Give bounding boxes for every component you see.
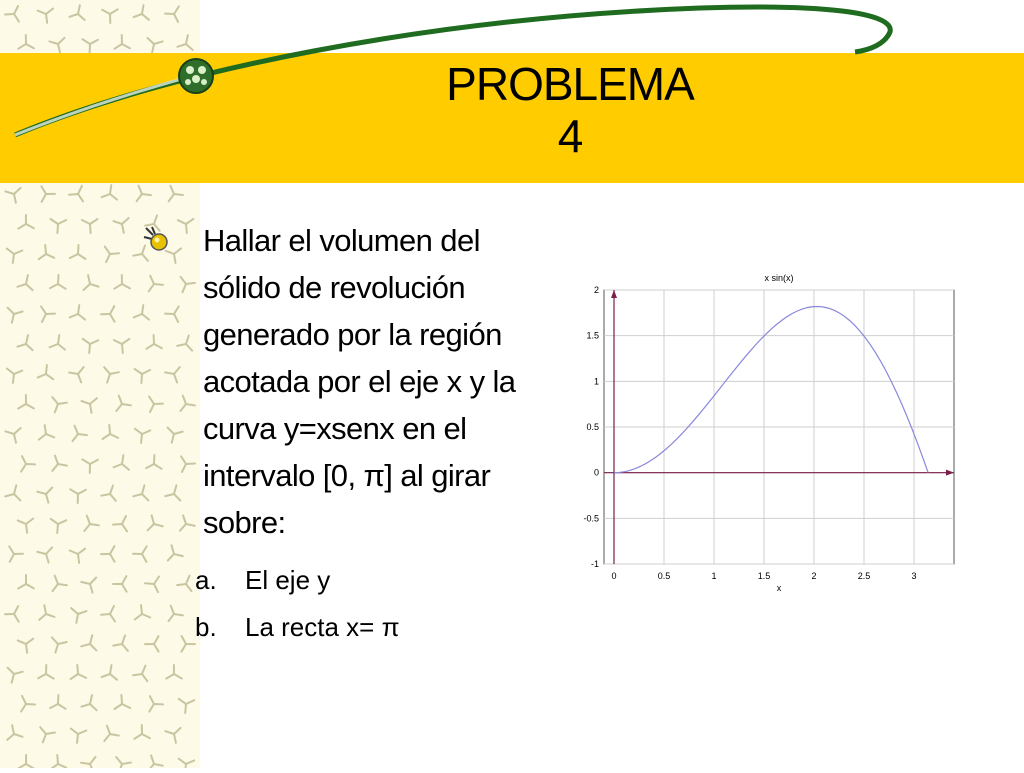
y-tick-label: 0 [594, 468, 599, 478]
options-list [195, 557, 535, 651]
x-tick-label: 0 [611, 571, 616, 581]
y-tick-label: 1 [594, 376, 599, 386]
list-marker: a. [195, 557, 245, 604]
xsinx-chart [570, 268, 970, 598]
x-tick-label: 1.5 [758, 571, 771, 581]
x-axis-label: x [777, 583, 782, 593]
y-tick-label: 1.5 [586, 331, 599, 341]
x-tick-label: 2 [811, 571, 816, 581]
x-tick-label: 0.5 [658, 571, 671, 581]
y-tick-label: 2 [594, 285, 599, 295]
y-axis-arrow [611, 290, 617, 298]
chart-title: x sin(x) [765, 273, 794, 283]
title-line-1: PROBLEMA [380, 58, 760, 110]
slide-title [380, 58, 760, 162]
chart-svg [570, 268, 970, 598]
y-tick-label: -1 [591, 559, 599, 569]
y-tick-label: 0.5 [586, 422, 599, 432]
list-item-text: El eje y [245, 565, 330, 595]
list-item [195, 604, 535, 651]
x-tick-label: 3 [911, 571, 916, 581]
bullet-bug-icon [142, 224, 172, 254]
problem-statement: Hallar el volumen del sólido de revolución generado por la región acotada por el eje x y la curva y=xsenx en el intervalo [0, π] al girar sobre: [203, 217, 548, 546]
bead-icon [179, 59, 213, 93]
x-axis-arrow [946, 470, 954, 476]
list-item [195, 557, 535, 604]
title-line-2: 4 [380, 110, 760, 162]
x-tick-label: 2.5 [858, 571, 871, 581]
list-marker: b. [195, 604, 245, 651]
x-tick-label: 1 [711, 571, 716, 581]
series-line-xsinx [614, 306, 928, 472]
list-item-text: La recta x= π [245, 612, 400, 642]
y-tick-label: -0.5 [583, 513, 599, 523]
